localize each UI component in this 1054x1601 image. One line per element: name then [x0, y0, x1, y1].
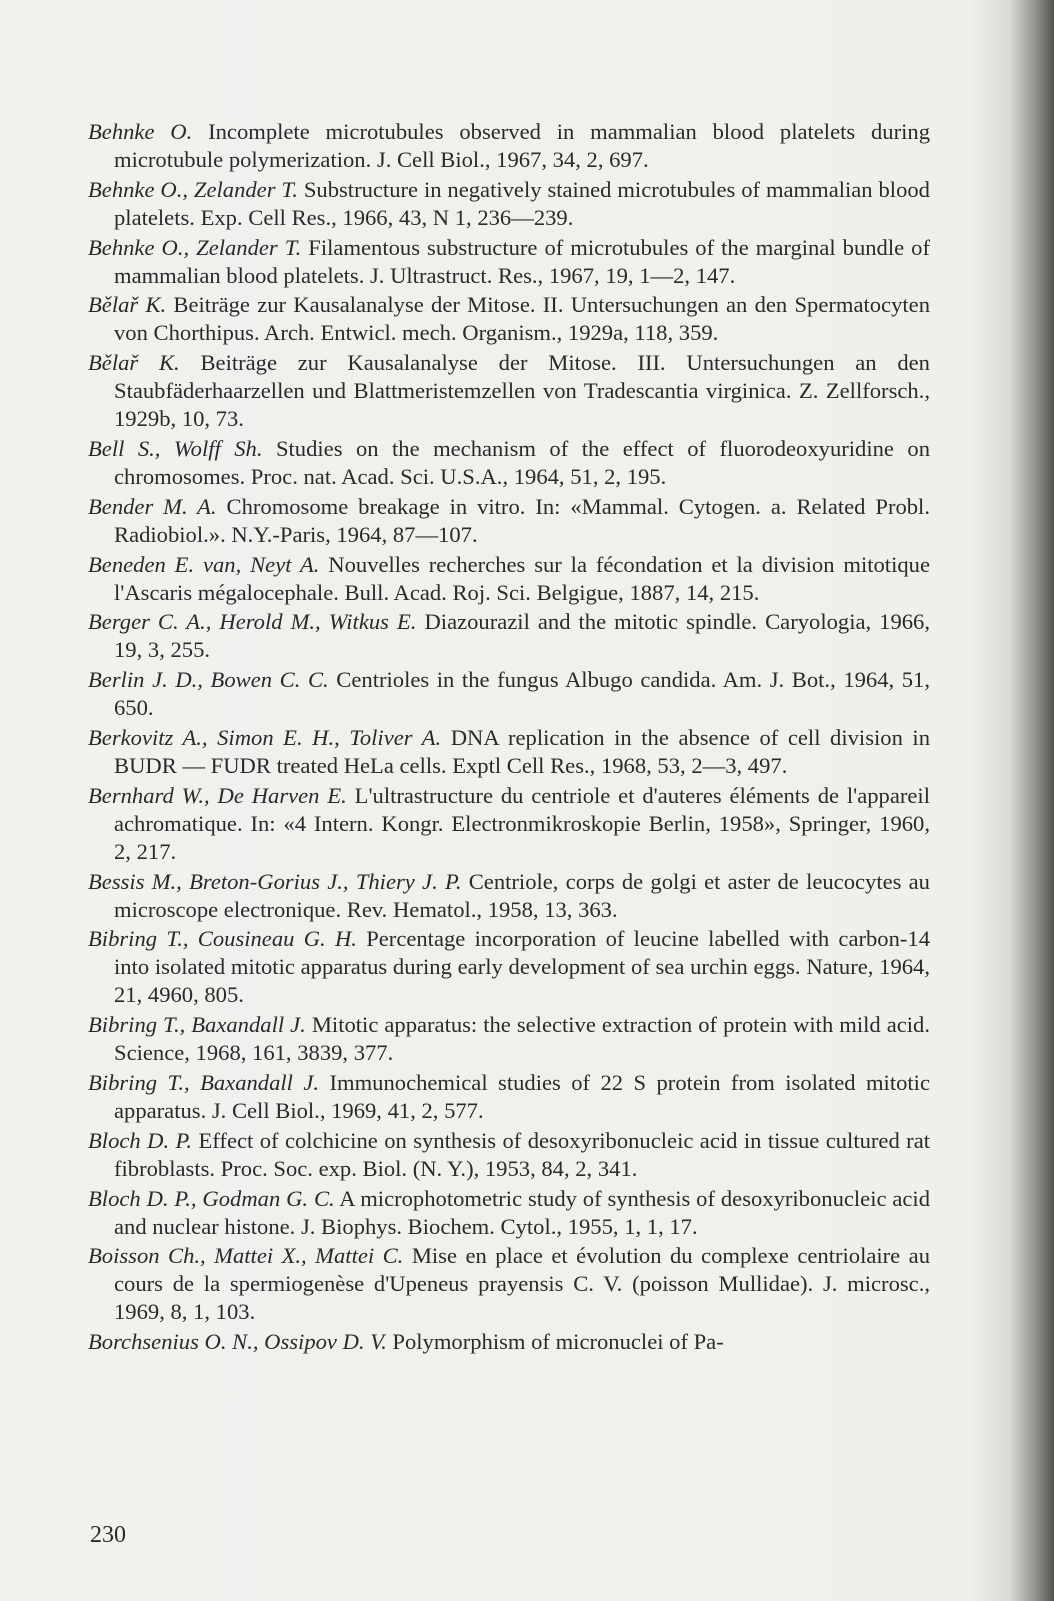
reference-entry: [88, 551, 930, 607]
reference-text: L'ultrastructure du centriole et d'auteres éléments de l'appareil achromatique. In: «4 Intern. Kongr. Electronmikroskopie Berlin, 1958», Springer, 1960, 2, 217.: [114, 782, 930, 864]
reference-authors: Bloch D. P.: [88, 1127, 193, 1153]
reference-entry: [88, 118, 930, 174]
reference-authors: Berkovitz A., Simon E. H., Toliver A.: [88, 724, 442, 750]
reference-text: Centrioles in the fungus Albugo candida. Am. J. Bot., 1964, 51, 650.: [114, 667, 930, 721]
reference-authors: Bell S., Wolff Sh.: [88, 435, 263, 461]
reference-authors: Borchsenius O. N., Ossipov D. V.: [88, 1329, 387, 1355]
reference-text: Effect of colchicine on synthesis of desoxyribonucleic acid in tissue cultured rat fibroblasts. Proc. Soc. exp. Biol. (N. Y.), 1953, 84, 2, 341.: [114, 1127, 931, 1181]
reference-entry: [88, 493, 930, 549]
reference-text: Incomplete microtubules observed in mammalian blood platelets during microtubule polymerization. J. Cell Biol., 1967, 34, 2, 697.: [114, 119, 930, 172]
reference-authors: Bernhard W., De Harven E.: [88, 782, 347, 808]
reference-authors: Bělař K.: [88, 292, 167, 318]
reference-authors: Bessis M., Breton-Gorius J., Thiery J. P.: [88, 868, 462, 894]
reference-entry: [88, 176, 930, 232]
reference-text: Beiträge zur Kausalanalyse der Mitose. II. Untersuchungen an den Spermatocyten von Chorthipus. Arch. Entwicl. mech. Organism., 1929a, 118, 359.: [114, 292, 930, 346]
reference-authors: Berger C. A., Herold M., Witkus E.: [88, 609, 417, 635]
reference-text: Mise en place et évolution du complexe centriolaire au cours de la spermiogenèse d'Upeneus prayensis C. V. (poisson Mullidae). J. microsc., 1969, 8, 1, 103.: [114, 1243, 930, 1325]
reference-authors: Bender M. A.: [88, 493, 217, 519]
reference-text: Percentage incorporation of leucine labelled with carbon-14 into isolated mitotic apparatus during early development of sea urchin eggs. Nature, 1964, 21, 4960, 805.: [114, 926, 930, 1008]
reference-entry: [88, 291, 930, 347]
reference-entry: [88, 724, 930, 780]
reference-entry: [88, 349, 930, 433]
reference-entry: [88, 868, 930, 924]
reference-authors: Bělař K.: [88, 350, 180, 376]
reference-authors: Bibring T., Baxandall J.: [88, 1012, 306, 1038]
reference-authors: Beneden E. van, Neyt A.: [88, 551, 320, 577]
reference-text: Polymorphism of micronuclei of Pa-: [392, 1329, 724, 1355]
reference-authors: Boisson Ch., Mattei X., Mattei C.: [88, 1243, 404, 1269]
reference-authors: Bibring T., Baxandall J.: [88, 1069, 320, 1095]
reference-authors: Behnke O., Zelander T.: [88, 234, 302, 260]
reference-text: Filamentous substructure of microtubules of the marginal bundle of mammalian blood platelets. J. Ultrastruct. Res., 1967, 19, 1—2, 147.: [114, 234, 930, 288]
reference-text: Studies on the mechanism of the effect of fluorodeoxyuridine on chromosomes. Proc. nat. Acad. Sci. U.S.A., 1964, 51, 2, 195.: [114, 435, 930, 489]
reference-entry: [88, 1069, 930, 1125]
reference-entry: [88, 435, 930, 491]
reference-authors: Behnke O.: [88, 119, 193, 144]
reference-entry: [88, 666, 930, 722]
reference-list: [88, 118, 930, 1358]
reference-entry: [88, 1242, 930, 1326]
reference-text: Chromosome breakage in vitro. In: «Mammal. Cytogen. a. Related Probl. Radiobiol.». N.Y.-Paris, 1964, 87—107.: [114, 493, 930, 547]
reference-entry: [88, 1185, 930, 1241]
page-number: 230: [90, 1522, 126, 1548]
reference-authors: Behnke O., Zelander T.: [88, 176, 298, 202]
reference-text: Nouvelles recherches sur la fécondation et la division mitotique l'Ascaris mégalocephale. Bull. Acad. Roj. Sci. Belgigue, 1887, 14, 215.: [114, 551, 930, 605]
reference-authors: Berlin J. D., Bowen C. C.: [88, 667, 329, 693]
reference-text: Centriole, corps de golgi et aster de leucocytes au microscope electronique. Rev. Hematol., 1958, 13, 363.: [114, 868, 930, 922]
reference-entry: [88, 925, 930, 1009]
reference-entry: [88, 1328, 930, 1356]
reference-entry: [88, 1011, 930, 1067]
reference-authors: Bloch D. P., Godman G. C.: [88, 1185, 335, 1211]
reference-text: Immunochemical studies of 22 S protein from isolated mitotic apparatus. J. Cell Biol., 1969, 41, 2, 577.: [114, 1069, 930, 1123]
reference-authors: Bibring T., Cousineau G. H.: [88, 926, 357, 952]
binding-shadow: [1010, 0, 1054, 1601]
reference-entry: [88, 1127, 930, 1183]
reference-text: DNA replication in the absence of cell division in BUDR — FUDR treated HeLa cells. Exptl Cell Res., 1968, 53, 2—3, 497.: [114, 724, 930, 778]
reference-entry: [88, 608, 930, 664]
reference-text: Mitotic apparatus: the selective extraction of protein with mild acid. Science, 1968, 161, 3839, 377.: [114, 1012, 930, 1066]
reference-entry: [88, 234, 930, 290]
reference-text: Substructure in negatively stained microtubules of mammalian blood platelets. Exp. Cell Res., 1966, 43, N 1, 236—239.: [114, 176, 930, 230]
reference-entry: [88, 782, 930, 866]
reference-text: Diazourazil and the mitotic spindle. Caryologia, 1966, 19, 3, 255.: [114, 609, 931, 663]
reference-text: A microphotometric study of synthesis of desoxyribonucleic acid and nuclear histone. J. Biophys. Biochem. Cytol., 1955, 1, 1, 17.: [114, 1185, 930, 1239]
reference-text: Beiträge zur Kausalanalyse der Mitose. III. Untersuchungen an den Staubfäderhaarzellen und Blattmeristemzellen von Tradescantia virginica. Z. Zellforsch., 1929b, 10, 73.: [114, 350, 930, 432]
